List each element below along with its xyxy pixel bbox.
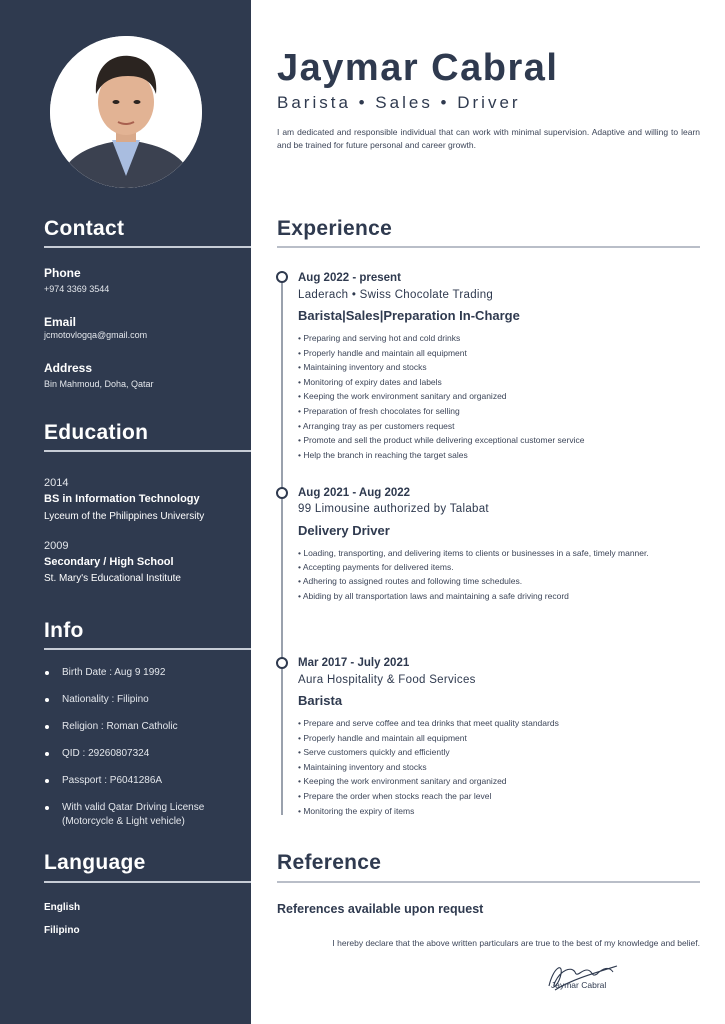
- info-divider: [44, 648, 251, 650]
- address-value: Bin Mahmoud, Doha, Qatar: [44, 379, 154, 389]
- job-date: Mar 2017 - July 2021: [298, 657, 410, 669]
- language-divider: [44, 881, 251, 883]
- profile-photo: [50, 36, 202, 188]
- candidate-name: Jaymar Cabral: [277, 47, 559, 89]
- profile-summary: I am dedicated and responsible individual that can work with minimal supervision. Adaptive and willing to learn and be trained for future personal and career growth.: [277, 127, 700, 150]
- job-company: Aura Hospitality & Food Services: [298, 674, 476, 686]
- email-value: jcmotovlogqa@gmail.com: [44, 330, 148, 340]
- education-divider: [44, 450, 251, 452]
- signature-name: Jaymar Cabral: [551, 980, 607, 990]
- language-heading: Language: [44, 851, 146, 874]
- duty-item: • Properly handle and maintain all equipment: [298, 731, 700, 746]
- duty-item: • Accepting payments for delivered items.: [298, 560, 700, 574]
- job-company: 99 Limousine authorized by Talabat: [298, 503, 489, 515]
- timeline-line: [281, 276, 283, 815]
- duty-item: • Keeping the work environment sanitary and organized: [298, 389, 700, 404]
- job-title: Delivery Driver: [298, 523, 390, 538]
- duty-item: • Preparing and serving hot and cold drinks: [298, 331, 700, 346]
- duty-item: • Monitoring the expiry of items: [298, 804, 700, 819]
- reference-divider: [277, 881, 700, 883]
- declaration-text: I hereby declare that the above written particulars are true to the best of my knowledge and belief.: [332, 938, 700, 948]
- experience-heading: Experience: [277, 217, 393, 240]
- duty-item: • Maintaining inventory and stocks: [298, 360, 700, 375]
- signature-image: [541, 956, 621, 996]
- info-item-qid: QID : 29260807324: [44, 747, 244, 761]
- duty-item: • Adhering to assigned routes and following time schedules.: [298, 574, 700, 588]
- info-item-passport: Passport : P6041286A: [44, 774, 244, 788]
- duty-item: • Keeping the work environment sanitary and organized: [298, 774, 700, 789]
- education-heading: Education: [44, 421, 149, 444]
- duty-item: • Prepare and serve coffee and tea drinks that meet quality standards: [298, 716, 700, 731]
- language-item: English: [44, 902, 81, 913]
- main-content: [251, 0, 725, 1024]
- reference-note: References available upon request: [277, 902, 484, 916]
- education-degree: BS in Information Technology: [44, 493, 200, 505]
- duty-item: • Properly handle and maintain all equipment: [298, 346, 700, 361]
- timeline-dot: [276, 657, 288, 669]
- duty-item: • Help the branch in reaching the target sales: [298, 448, 700, 463]
- info-item-license: With valid Qatar Driving License (Motorcycle & Light vehicle): [44, 801, 244, 829]
- duty-item: • Monitoring of expiry dates and labels: [298, 375, 700, 390]
- education-year: 2014: [44, 477, 69, 489]
- info-item-nationality: Nationality : Filipino: [44, 693, 244, 707]
- duty-item: • Abiding by all transportation laws and maintaining a safe driving record: [298, 589, 700, 603]
- education-school: St. Mary's Educational Institute: [44, 573, 181, 584]
- job-company: Laderach • Swiss Chocolate Trading: [298, 289, 494, 301]
- info-item-birth-date: Birth Date : Aug 9 1992: [44, 666, 244, 680]
- language-item: Filipino: [44, 925, 80, 936]
- duty-item: • Preparation of fresh chocolates for selling: [298, 404, 700, 419]
- duty-item: • Promote and sell the product while delivering exceptional customer service: [298, 433, 700, 448]
- contact-divider: [44, 246, 251, 248]
- reference-heading: Reference: [277, 851, 382, 874]
- job-date: Aug 2021 - Aug 2022: [298, 487, 411, 499]
- duty-item: • Prepare the order when stocks reach the par level: [298, 789, 700, 804]
- job-duties: [298, 331, 700, 462]
- job-title: Barista: [298, 693, 343, 708]
- experience-divider: [277, 246, 700, 248]
- email-label: Email: [44, 315, 77, 329]
- candidate-tagline: Barista • Sales • Driver: [277, 93, 521, 112]
- job-date: Aug 2022 - present: [298, 272, 401, 284]
- duty-item: • Loading, transporting, and delivering items to clients or businesses in a safe, timely manner.: [298, 546, 700, 560]
- phone-label: Phone: [44, 266, 81, 280]
- duty-item: • Arranging tray as per customers request: [298, 419, 700, 434]
- address-label: Address: [44, 361, 93, 375]
- timeline-dot: [276, 271, 288, 283]
- duty-item: • Serve customers quickly and efficiently: [298, 745, 700, 760]
- info-heading: Info: [44, 619, 84, 642]
- phone-value: +974 3369 3544: [44, 284, 110, 294]
- job-duties: [298, 716, 700, 818]
- sidebar: [0, 0, 251, 1024]
- job-title: Barista|Sales|Preparation In-Charge: [298, 308, 520, 323]
- job-duties: [298, 546, 700, 603]
- info-item-religion: Religion : Roman Catholic: [44, 720, 244, 734]
- duty-item: • Maintaining inventory and stocks: [298, 760, 700, 775]
- education-year: 2009: [44, 540, 69, 552]
- education-degree: Secondary / High School: [44, 556, 174, 568]
- contact-heading: Contact: [44, 217, 125, 240]
- timeline-dot: [276, 487, 288, 499]
- info-list: [44, 666, 244, 842]
- education-school: Lyceum of the Philippines University: [44, 511, 205, 522]
